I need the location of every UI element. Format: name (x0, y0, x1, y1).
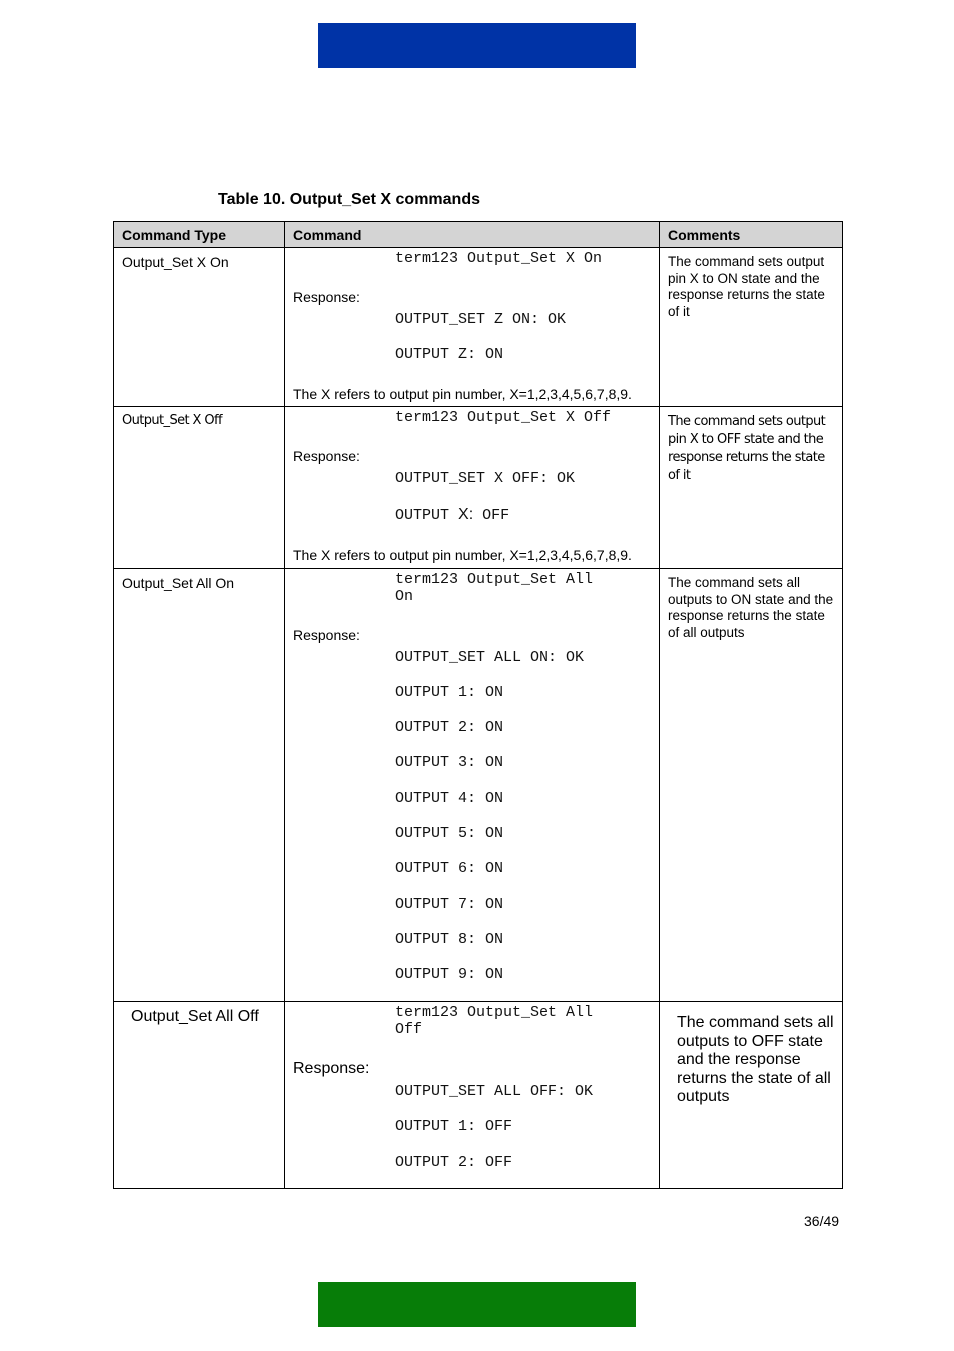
pin-note: The X refers to output pin number, X=1,2,3,4,5,6,7,8,9. (293, 386, 632, 402)
response-line: OUTPUT 4: ON (395, 790, 504, 807)
response-line: OUTPUT_SET X OFF: OK (395, 470, 576, 487)
header-command: Command (285, 222, 660, 248)
comment-cell: The command sets all outputs to OFF state and the response returns the state of all outputs (660, 1002, 843, 1189)
comment-cell: The command sets output pin X to OFF state and the response returns the state of it (660, 407, 843, 569)
header-command-type: Command Type (114, 222, 285, 248)
command-text: term123 Output_Set All (395, 1004, 594, 1021)
command-type-cell: Output_Set X On (114, 248, 285, 407)
header-comments: Comments (660, 222, 843, 248)
response-label: Response: (293, 627, 360, 643)
table-row (114, 407, 843, 569)
page-number: 36/49 (804, 1213, 840, 1229)
commands-table (113, 221, 843, 1189)
comment-cell: The command sets all outputs to ON state and the response returns the state of all outputs (660, 569, 843, 1002)
table-row (114, 1002, 843, 1189)
command-type-cell: Output_Set All Off (114, 1002, 285, 1189)
command-text-continued: Off (395, 1021, 423, 1038)
table-header-row (114, 222, 843, 248)
command-cell (285, 407, 660, 569)
response-line: OUTPUT_SET ALL OFF: OK (395, 1083, 594, 1100)
response-line: OUTPUT 5: ON (395, 825, 504, 842)
command-text: term123 Output_Set X Off (395, 409, 612, 426)
response-line: OUTPUT 1: ON (395, 684, 504, 701)
response-line: OUTPUT 7: ON (395, 896, 504, 913)
pin-note: The X refers to output pin number, X=1,2,3,4,5,6,7,8,9. (293, 547, 632, 563)
response-line: OUTPUT_SET Z ON: OK (395, 311, 567, 328)
command-cell (285, 1002, 660, 1189)
command-cell (285, 248, 660, 407)
response-line: OUTPUT 6: ON (395, 860, 504, 877)
response-line: OUTPUT 3: ON (395, 754, 504, 771)
response-line-mixed: OUTPUT X: OFF (395, 506, 510, 524)
response-label: Response: (293, 1060, 370, 1077)
command-cell (285, 569, 660, 1002)
table-caption: Table 10. Output_Set X commands (218, 191, 480, 208)
table-row (114, 569, 843, 1002)
command-type-cell: Output_Set X Off (114, 407, 285, 569)
table-row (114, 248, 843, 407)
command-type-cell: Output_Set All On (114, 569, 285, 1002)
command-text: term123 Output_Set X On (395, 250, 603, 267)
response-line: OUTPUT 9: ON (395, 966, 504, 983)
response-line: OUTPUT Z: ON (395, 346, 504, 363)
command-text: term123 Output_Set All (395, 571, 594, 588)
response-label: Response: (293, 448, 360, 464)
response-label: Response: (293, 289, 360, 305)
response-line: OUTPUT 1: OFF (395, 1118, 513, 1135)
response-line: OUTPUT_SET ALL ON: OK (395, 649, 585, 666)
response-line: OUTPUT 2: ON (395, 719, 504, 736)
command-text-continued: On (395, 588, 414, 605)
comment-cell: The command sets output pin X to ON state and the response returns the state of it (660, 248, 843, 407)
bottom-color-bar (318, 1282, 636, 1327)
response-line: OUTPUT 2: OFF (395, 1154, 513, 1171)
response-line: OUTPUT 8: ON (395, 931, 504, 948)
top-color-bar (318, 23, 636, 68)
